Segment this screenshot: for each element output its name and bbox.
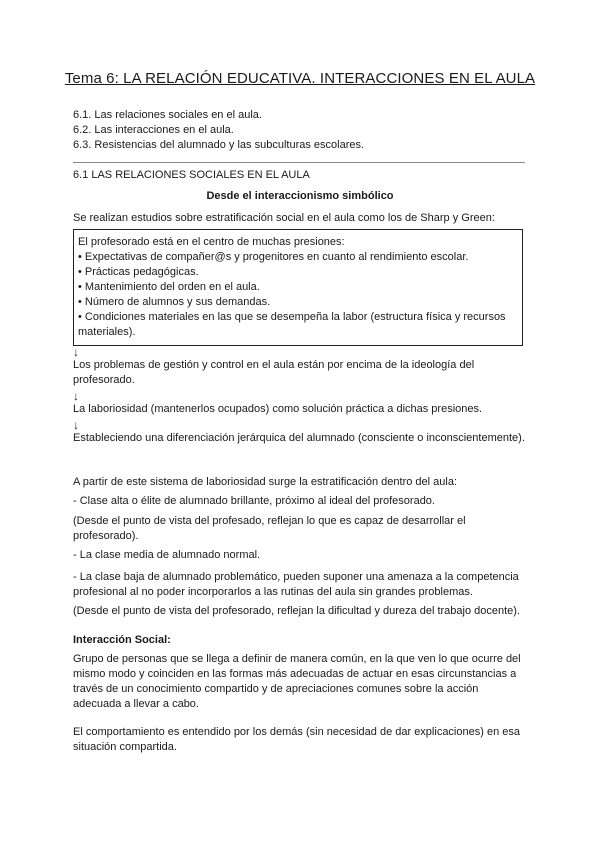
box-bullet: • Mantenimiento del orden en el aula. <box>78 281 260 293</box>
toc-item: 6.1. Las relaciones sociales en el aula. <box>73 109 262 121</box>
box-bullet: • Expectativas de compañer@s y progenitores en cuanto al rendimiento escolar. <box>78 251 469 263</box>
box-bullet: • Condiciones materiales en las que se desempeña la labor (estructura física y recursos materiales). <box>78 311 506 338</box>
table-of-contents <box>73 108 364 153</box>
toc-item: 6.3. Resistencias del alumnado y las subculturas escolares. <box>73 139 365 151</box>
flow-step: Los problemas de gestión y control en el aula están por encima de la ideología del profesorado. <box>73 359 475 386</box>
down-arrow-icon: ↓ <box>73 345 79 359</box>
box-bullet: • Prácticas pedagógicas. <box>78 266 199 278</box>
stratification-intro: A partir de este sistema de laboriosidad surge la estratificación dentro del aula: <box>73 476 457 488</box>
box-header: El profesorado está en el centro de muchas presiones: <box>78 236 345 248</box>
down-arrow-icon: ↓ <box>73 418 79 432</box>
section-heading: 6.1 LAS RELACIONES SOCIALES EN EL AULA <box>73 169 310 181</box>
stratification-item: - Clase alta o élite de alumnado brillante, próximo al ideal del profesorado. <box>73 495 435 507</box>
down-arrow-icon: ↓ <box>73 389 79 403</box>
stratification-item: - La clase media de alumnado normal. <box>73 549 261 561</box>
pressures-box <box>73 229 523 346</box>
toc-item: 6.2. Las interacciones en el aula. <box>73 124 234 136</box>
section-divider <box>73 162 525 163</box>
page-title: Tema 6: LA RELACIÓN EDUCATIVA. INTERACCIONES EN EL AULA <box>64 70 536 87</box>
intro-paragraph: Se realizan estudios sobre estratificación social en el aula como los de Sharp y Green: <box>73 212 495 224</box>
flow-step: Estableciendo una diferenciación jerárquica del alumnado (consciente o inconscientemente). <box>73 432 525 444</box>
flow-step: La laboriosidad (mantenerlos ocupados) como solución práctica a dichas presiones. <box>73 403 483 415</box>
interaction-title: Interacción Social: <box>73 634 171 646</box>
stratification-item: (Desde el punto de vista del profesado, reflejan lo que es capaz de desarrollar el profesorado). <box>73 515 466 542</box>
interaction-paragraph: El comportamiento es entendido por los demás (sin necesidad de dar explicaciones) en esa situación compartida. <box>73 726 520 753</box>
box-bullet: • Número de alumnos y sus demandas. <box>78 296 271 308</box>
stratification-item: - La clase baja de alumnado problemático, pueden suponer una amenaza a la competencia profesional al no poder incorporarlos a las rutinas del aula sin grandes problemas. <box>73 571 519 598</box>
stratification-item: (Desde el punto de vista del profesorado, reflejan la dificultad y dureza del trabajo docente). <box>73 605 520 617</box>
subheading: Desde el interaccionismo simbólico <box>206 190 394 202</box>
interaction-paragraph: Grupo de personas que se llega a definir de manera común, en la que ven lo que ocurre del mismo modo y coinciden en las formas más adecuadas de actuar en esas circunstancias a través de un conocimiento compartido y de apreciaciones comunes sobre la acción adecuada a llevar a cabo. <box>73 653 521 710</box>
